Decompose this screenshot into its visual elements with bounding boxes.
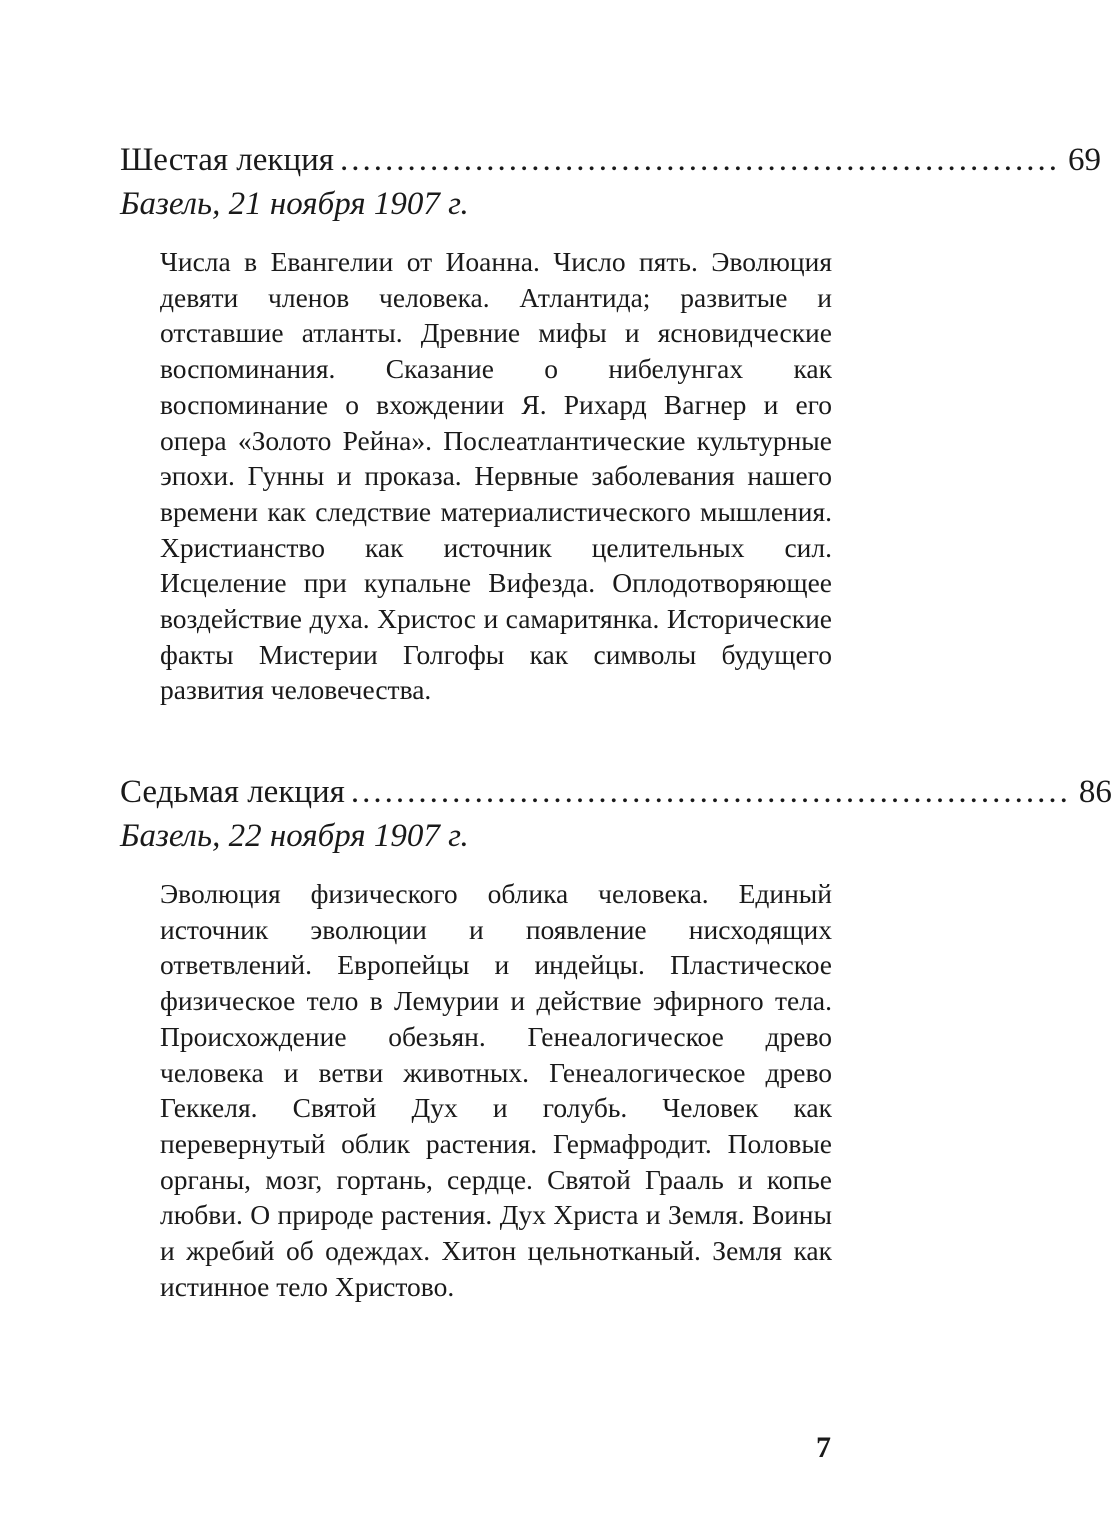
lecture-title: Шестая лекция <box>120 142 334 178</box>
toc-title-line <box>120 138 1101 182</box>
lecture-summary: Эволюция физического облика человека. Единый источник эволюции и появление нисходящих ответвлений. Европейцы и индейцы. Пластическое физическое тело в Лемурии и действие эфирного тела. Происхождение обезьян. Генеалогическое древо человека и ветви животных. Генеалогическое древо Геккеля. Святой Дух и голубь. Человек как перевернутый облик растения. Гермафродит. Половые органы, мозг, гортань, сердце. Святой Грааль и копье любви. О природе растения. Дух Христа и Земля. Воины и жребий об одеждах. Хитон цельнотканый. Земля как истинное тело Христово. <box>160 878 832 1302</box>
toc-entry-sixth-lecture <box>120 138 1101 708</box>
page-number: 69 <box>1067 142 1101 178</box>
lecture-title: Седьмая лекция <box>120 774 345 810</box>
toc-entry-seventh-lecture <box>120 770 1112 1304</box>
lecture-place-date: Базель, 22 ноября 1907 г. <box>120 818 469 854</box>
dot-leader: ................................................................ <box>350 774 1071 810</box>
folio-page-number: 7 <box>816 1431 831 1464</box>
toc-title-line <box>120 770 1112 814</box>
page-number: 86 <box>1078 774 1112 810</box>
dot-leader: ................................................................ <box>339 142 1060 178</box>
lecture-summary: Числа в Евангелии от Иоанна. Число пять. Эволюция девяти членов человека. Атлантида; развитые и отставшие атланты. Древние мифы и ясновидческие воспоминания. Сказание о нибелунгах как воспоминание о вхождении Я. Рихард Вагнер и его опера «Золото Рейна». Послеатлантические культурные эпохи. Гунны и проказа. Нервные заболевания нашего времени как следствие материалистического мышления. Христианство как источник целительных сил. Исцеление при купальне Вифезда. Оплодотворяющее воздействие духа. Христос и самаритянка. Исторические факты Мистерии Голгофы как символы будущего развития человечества. <box>160 246 832 706</box>
lecture-place-date: Базель, 21 ноября 1907 г. <box>120 186 469 222</box>
